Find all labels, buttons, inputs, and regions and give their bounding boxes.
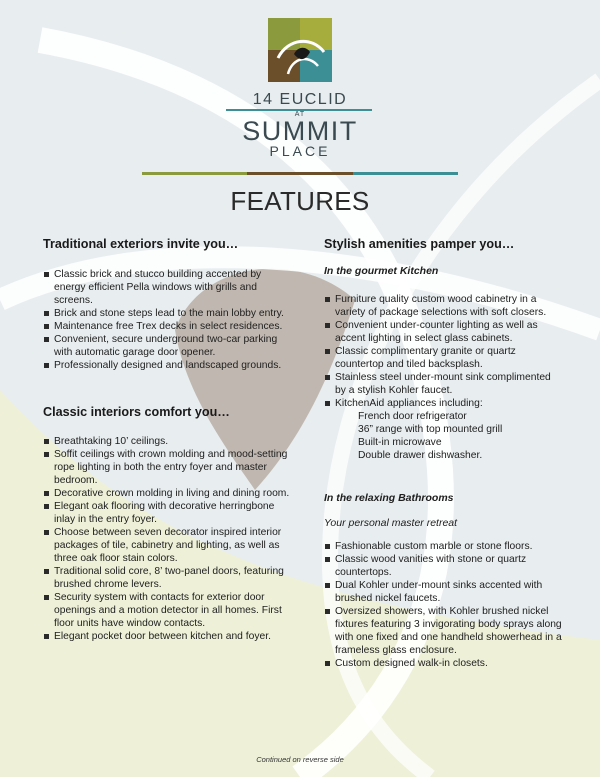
list-item: Decorative crown molding in living and dining room. <box>43 487 293 500</box>
appliances-list <box>324 410 564 462</box>
appliance-item: French door refrigerator <box>358 411 467 422</box>
list-item: Furniture quality custom wood cabinetry in a variety of package selections with soft closers. <box>324 293 564 319</box>
brand-name-line3: PLACE <box>269 143 331 159</box>
list-item: Fashionable custom marble or stone floors. <box>324 540 564 553</box>
appliance-item: Double drawer dishwasher. <box>358 450 483 461</box>
kitchen-heading: In the gourmet Kitchen <box>324 265 439 277</box>
list-item: Soffit ceilings with crown molding and mood-setting rope lighting in both the entry foyer and master bedroom. <box>43 448 293 487</box>
list-item: Security system with contacts for exterior door openings and a motion detector in all homes. First floor units have window contacts. <box>43 591 293 630</box>
interiors-list <box>43 435 293 643</box>
amenities-heading: Stylish amenities pamper you… <box>324 237 515 251</box>
bath-intro: Your personal master retreat <box>324 517 458 529</box>
brand-name-line2: SUMMIT <box>242 116 358 146</box>
list-item: Classic complimentary granite or quartz countertop and tiled backsplash. <box>324 345 564 371</box>
list-item: Breathtaking 10’ ceilings. <box>43 435 293 448</box>
list-item: Custom designed walk-in closets. <box>324 657 564 670</box>
list-item: Traditional solid core, 8’ two-panel doors, featuring brushed chrome levers. <box>43 565 293 591</box>
left-column <box>43 238 293 643</box>
list-item: Professionally designed and landscaped grounds. <box>43 359 293 372</box>
list-item: KitchenAid appliances including: <box>324 397 564 410</box>
appliance-item: 36” range with top mounted grill <box>358 424 503 435</box>
list-item: Convenient, secure underground two-car parking with automatic garage door opener. <box>43 333 293 359</box>
appliance-item: Built-in microwave <box>358 437 442 448</box>
list-item: Brick and stone steps lead to the main lobby entry. <box>43 307 293 320</box>
page-title: FEATURES <box>230 186 370 216</box>
list-item: Choose between seven decorator inspired interior packages of tile, cabinetry and lighting, as well as three oak floor stain colors. <box>43 526 293 565</box>
brand-at: AT <box>294 111 306 118</box>
brand-name-line1: 14 EUCLID <box>252 91 348 108</box>
bath-heading: In the relaxing Bathrooms <box>324 492 454 504</box>
right-column <box>324 238 564 670</box>
summit-place-logo <box>268 18 332 82</box>
exteriors-list <box>43 268 293 372</box>
list-item: Dual Kohler under-mount sinks accented with brushed nickel faucets. <box>324 579 564 605</box>
tricolor-divider <box>142 172 458 175</box>
list-item: Convenient under-counter lighting as well as accent lighting in select glass cabinets. <box>324 319 564 345</box>
list-item: Oversized showers, with Kohler brushed nickel fixtures featuring 3 invigorating body sprays along with one fixed and one handheld showerhead in a frameless glass enclosure. <box>324 605 564 657</box>
list-item: Elegant pocket door between kitchen and foyer. <box>43 630 293 643</box>
interiors-heading: Classic interiors comfort you… <box>43 405 230 419</box>
list-item: Stainless steel under-mount sink complimented by a stylish Kohler faucet. <box>324 371 564 397</box>
bath-list <box>324 540 564 670</box>
list-item: Elegant oak flooring with decorative herringbone inlay in the entry foyer. <box>43 500 293 526</box>
kitchen-list <box>324 293 564 410</box>
list-item: Classic brick and stucco building accented by energy efficient Pella windows with grills and screens. <box>43 268 293 307</box>
list-item: Classic wood vanities with stone or quartz countertops. <box>324 553 564 579</box>
exteriors-heading: Traditional exteriors invite you… <box>43 237 239 251</box>
continued-note: Continued on reverse side <box>256 755 344 764</box>
list-item: Maintenance free Trex decks in select residences. <box>43 320 293 333</box>
